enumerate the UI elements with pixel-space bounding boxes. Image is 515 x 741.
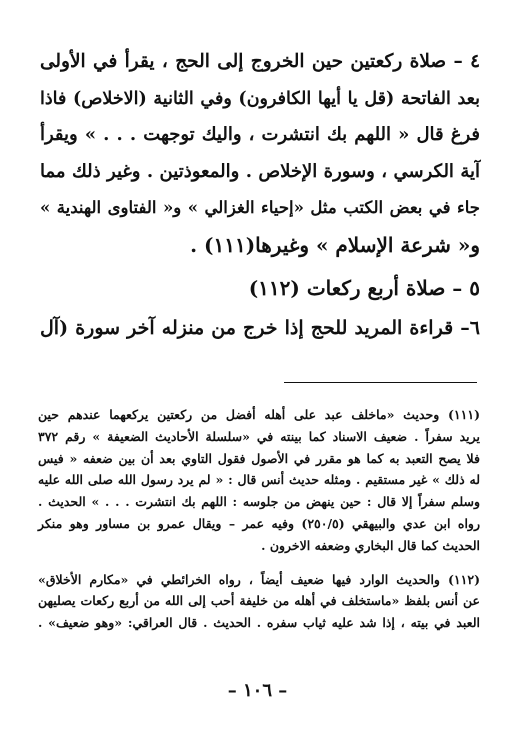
footnote-111 [38,404,480,557]
main-line: بعد الفاتحة (قل يا أيها الكافرون) وفي الثانية (الاخلاص) فاذا [40,88,480,109]
footnote-line: العبد في بيته ، إذا شد عليه ثياب سفره . الحديث . قال العراقي: «وهو ضعيف» . [38,615,480,631]
footnote-line: فلا يصح التعبد به كما هو مقرر في الأصول فقول التاوي بعد أن بين ضعفه « فيس [38,450,480,466]
footnote-line: وسلم سفراً إلا قال : حين ينهض من جلوسه : اللهم بك انتشرت . . . » الحديث . [38,494,480,510]
footnote-line: يريد سفراً . ضعيف الاسناد كما بينته في «سلسلة الأحاديث الضعيفة » رقم ٣٧٢ [38,428,480,444]
footnote-separator [284,382,477,383]
footnote-line: رواه ابن عدي والبيهقي (٢٥٠/٥) وفيه عمر – ويقال عمرو بن مساور وهو منكر [38,515,480,531]
footnote-line: الحديث كما قال البخاري وضعفه الاخرون . [261,537,480,553]
main-line: ٥ – صلاة أربع ركعات (١١٢) [248,276,480,300]
main-line: ٤ – صلاة ركعتين حين الخروج إلى الحج ، يقرأ في الأولى [40,51,480,72]
footnote-line: له ذلك » غير مستقيم . ومثله حديث أنس قال : « لم يرد رسول الله صلى الله عليه [38,472,480,488]
main-line: جاء في بعض الكتب مثل «إحياء الغزالي » و« الفتاوى الهندية » [40,198,480,217]
footnotes [38,404,480,634]
footnote-112 [38,569,480,634]
footnote-line: عن أنس بلفظ «ماستخلف في أهله من خليفة أحب إلى الله من أربع ركعات يصليهن [38,593,480,609]
main-text [40,44,480,346]
footnote-line: (١١١) وحديث «ماخلف عبد على أهله أفضل من ركعتين يركعهما عندهم حين [38,407,480,422]
main-line: ٦– قراءة المريد للحج إذا خرج من منزله آخر سورة (آل [40,316,480,339]
page-number: – ١٠٦ – [227,680,288,701]
main-line: فرغ قال « اللهم بك انتشرت ، واليك توجهت . . . » ويقرأ [40,124,480,145]
main-line: و« شرعة الإسلام » وغيرها(١١١) . [190,232,480,257]
footnote-line: (١١٢) والحديث الوارد فيها ضعيف أيضاً ، رواه الخرائطي في «مكارم الأخلاق» [38,571,480,587]
main-line: آية الكرسي ، وسورة الإخلاص . والمعوذتين . وغير ذلك مما [40,160,480,182]
